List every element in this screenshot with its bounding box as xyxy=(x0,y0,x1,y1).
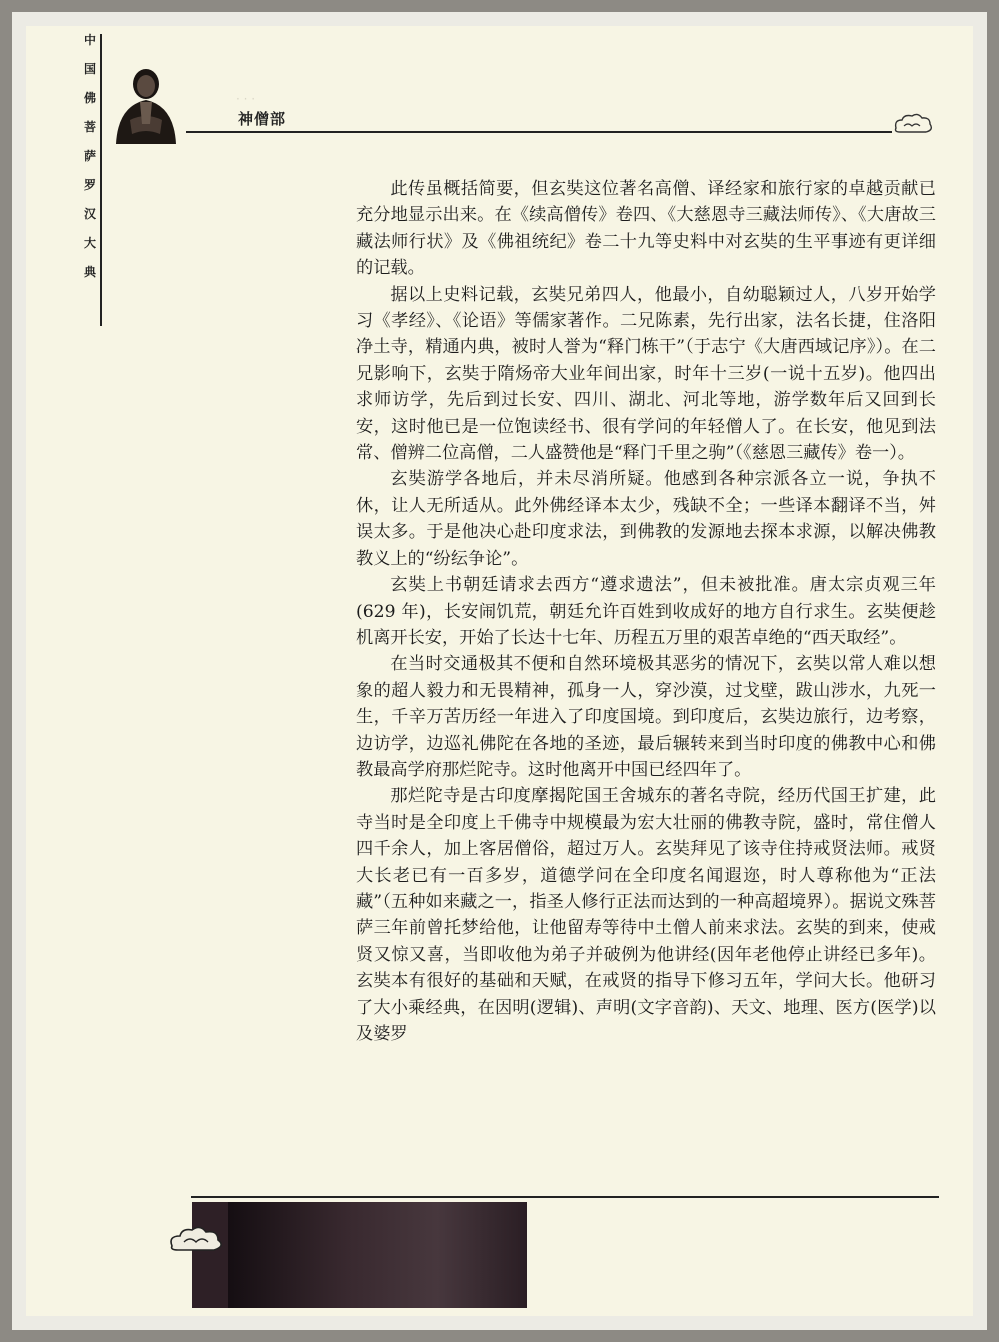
book-page xyxy=(26,26,973,1316)
paragraph: 在当时交通极其不便和自然环境极其恶劣的情况下，玄奘以常人难以想象的超人毅力和无畏精神，孤身一人，穿沙漠，过戈壁，跋山涉水，九死一生，千辛万苦历经一年进入了印度国境。到印度后，玄奘边旅行，边考察，边访学，边巡礼佛陀在各地的圣迹，最后辗转来到当时印度的佛教中心和佛教最高学府那烂陀寺。这时他离开中国已经四年了。 xyxy=(356,654,936,780)
series-title-char: 佛 xyxy=(83,91,96,105)
monk-portrait-icon xyxy=(110,64,182,146)
series-title-char: 大 xyxy=(83,236,96,250)
header-rule xyxy=(186,131,892,133)
series-title-char: 汉 xyxy=(83,207,96,221)
footer-rule xyxy=(191,1196,939,1198)
vertical-rule xyxy=(100,34,102,326)
paragraph: 玄奘游学各地后，并未尽消所疑。他感到各种宗派各立一说，争执不休，让人无所适从。此外佛经译本太少，残缺不全；一些译本翻译不当，舛误太多。于是他决心赴印度求法，到佛教的发源地去探本求源，以解决佛教教义上的“纷纭争论”。 xyxy=(356,469,936,569)
series-title-char: 典 xyxy=(83,265,96,279)
section-seal: · · · xyxy=(236,92,256,106)
footer-banner xyxy=(192,1202,527,1308)
section-title: 神僧部 xyxy=(238,110,287,128)
series-title-char: 菩 xyxy=(83,120,96,134)
body-text xyxy=(356,176,936,1047)
cloud-ornament-icon xyxy=(892,112,934,138)
series-title-char: 中 xyxy=(83,33,96,47)
paragraph: 玄奘上书朝廷请求去西方“遵求遗法”，但未被批准。唐太宗贞观三年(629 年)，长安闹饥荒，朝廷允许百姓到收成好的地方自行求生。玄奘便趁机离开长安，开始了长达十七年、历程五万里的艰苦卓绝的“西天取经”。 xyxy=(356,575,936,648)
series-title-char: 萨 xyxy=(83,149,96,163)
paragraph: 此传虽概括简要，但玄奘这位著名高僧、译经家和旅行家的卓越贡献已充分地显示出来。在《续高僧传》卷四、《大慈恩寺三藏法师传》、《大唐故三藏法师行状》及《佛祖统纪》卷二十九等史料中对玄奘的生平事迹有更详细的记载。 xyxy=(356,179,936,279)
cloud-ornament-icon xyxy=(166,1224,228,1258)
series-title-char: 国 xyxy=(83,62,96,76)
paragraph: 据以上史料记载，玄奘兄弟四人，他最小，自幼聪颖过人，八岁开始学习《孝经》、《论语》等儒家著作。二兄陈素，先行出家，法名长捷，住洛阳净土寺，精通内典，被时人誉为“释门栋干”（于志宁《大唐西域记序》）。在二兄影响下，玄奘于隋炀帝大业年间出家，时年十三岁(一说十五岁)。他四出求师访学，先后到过长安、四川、湖北、河北等地，游学数年后又回到长安，这时他已是一位饱读经书、很有学问的年轻僧人了。在长安，他见到法常、僧辨二位高僧，二人盛赞他是“释门千里之驹”（《慈恩三藏传》卷一）。 xyxy=(356,284,936,464)
series-title-char: 罗 xyxy=(83,178,96,192)
series-title-vertical xyxy=(81,34,99,295)
footer-banner-strip xyxy=(228,1202,527,1308)
paragraph: 那烂陀寺是古印度摩揭陀国王舍城东的著名寺院，经历代国王扩建，此寺当时是全印度上千佛寺中规模最为宏大壮丽的佛教寺院，盛时，常住僧人四千余人，加上客居僧俗，超过万人。玄奘拜见了该寺住持戒贤法师。戒贤大长老已有一百多岁，道德学问在全印度名闻遐迩，时人尊称他为“正法藏”（五种如来藏之一，指圣人修行正法而达到的一种高超境界）。据说文殊菩萨三年前曾托梦给他，让他留寿等待中土僧人前来求法。玄奘的到来，使戒贤又惊又喜，当即收他为弟子并破例为他讲经(因年老他停止讲经已多年)。玄奘本有很好的基础和天赋，在戒贤的指导下修习五年，学问大长。他研习了大小乘经典，在因明(逻辑)、声明(文字音韵)、天文、地理、医方(医学)以及婆罗 xyxy=(356,786,936,1044)
